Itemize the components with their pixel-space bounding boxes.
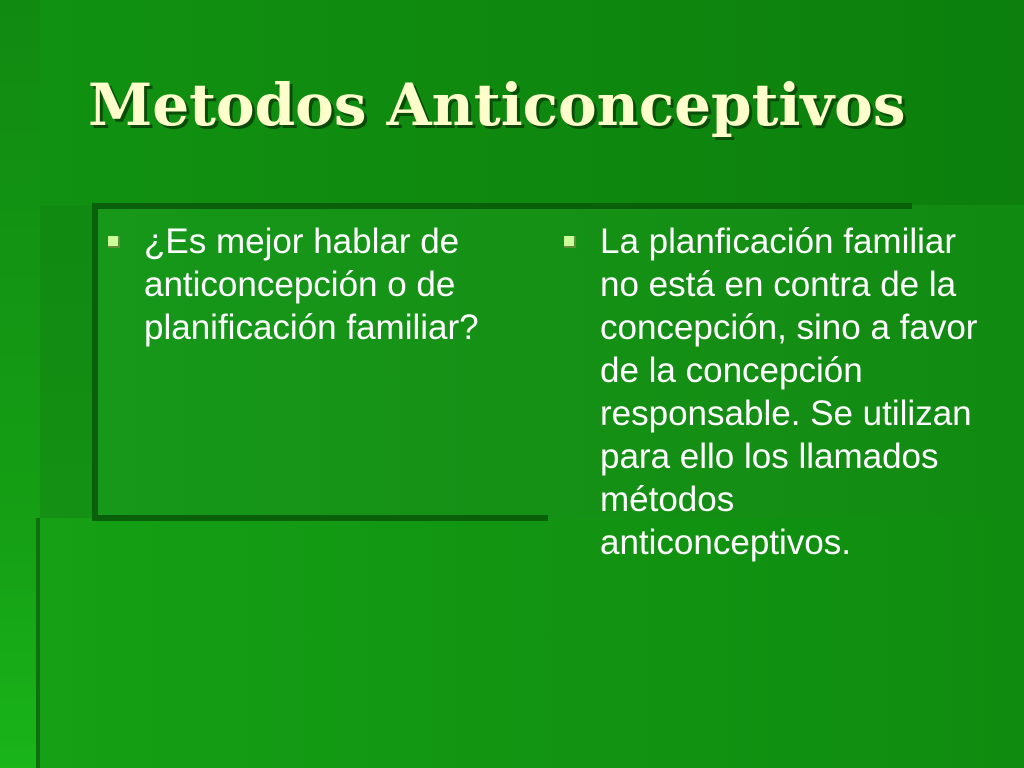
background-left-strip (0, 0, 40, 768)
right-bullet-item (556, 220, 986, 564)
right-bullet-text: La planficación familiar no está en contra de la concepción, sino a favor de la concepción responsable. Se utilizan para ello los llamados métodos anticonceptivos. (600, 222, 978, 562)
left-bullet-item (100, 220, 520, 349)
decorative-top-bar (96, 203, 912, 209)
decorative-left-bar (92, 203, 98, 521)
slide-title: Metodos Anticonceptivos (88, 71, 906, 139)
square-bullet-icon (564, 236, 576, 248)
left-column (100, 220, 520, 349)
square-bullet-icon (108, 236, 120, 248)
right-column (556, 220, 986, 564)
left-bullet-text: ¿Es mejor hablar de anticoncepción o de planificación familiar? (144, 222, 479, 347)
decorative-middle-bar (92, 515, 548, 521)
decorative-lower-left-bar (36, 518, 40, 768)
